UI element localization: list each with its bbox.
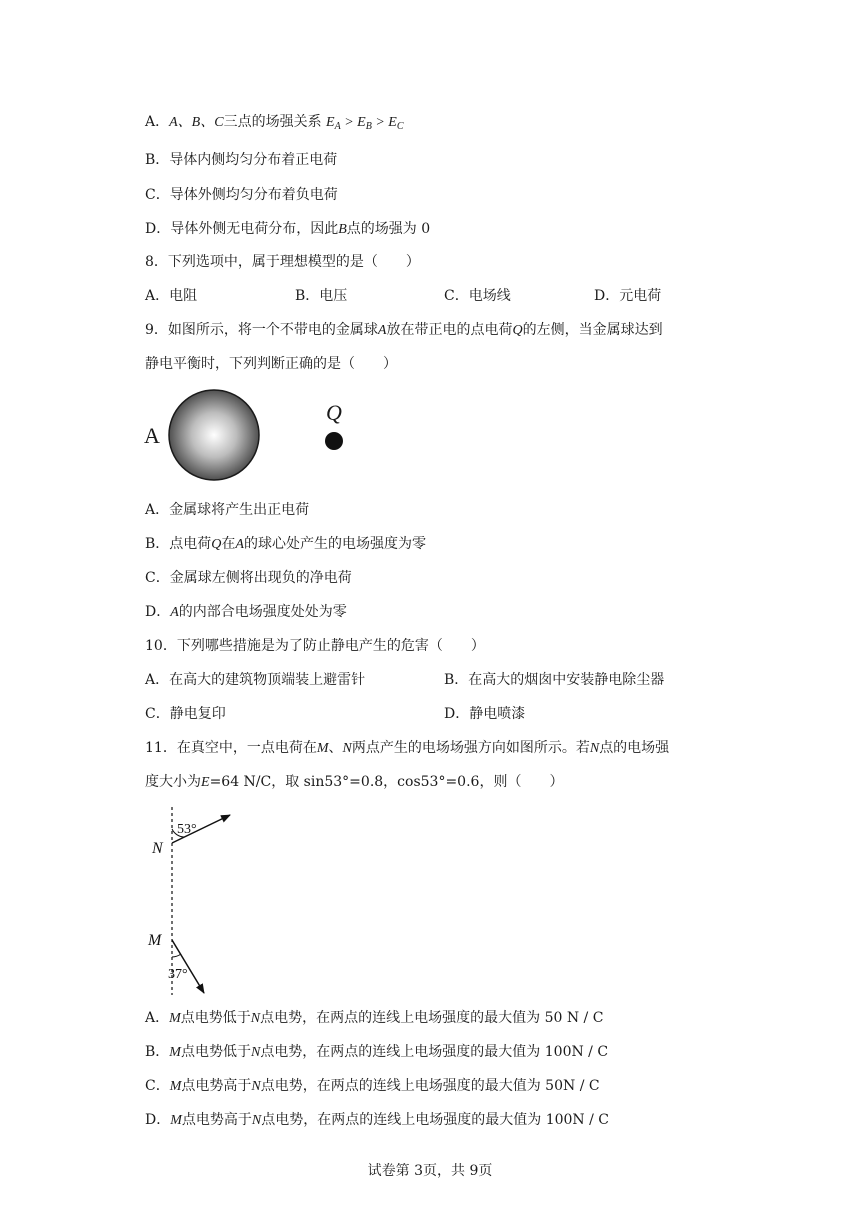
q11-option-c — [145, 1076, 600, 1097]
q7-option-c: C．导体外侧均匀分布着负电荷 — [145, 187, 338, 203]
q11-c-m: M — [169, 1079, 182, 1094]
q9-option-a: A．金属球将产生出正电荷 — [145, 502, 310, 518]
q7-option-b: B．导体内侧均匀分布着正电荷 — [145, 152, 338, 168]
q11-stem-1c: 、 — [328, 740, 343, 756]
q7-a-formula: $E_A > E_B > E_C$ — [326, 115, 404, 132]
q9-stem-1e: 的左侧，当金属球达到 — [522, 322, 663, 338]
q9-b-pre: B．点电荷 — [145, 536, 212, 552]
q10-option-b: B．在高大的烟囱中安装静电除尘器 — [444, 672, 665, 688]
q8-option-b: B．电压 — [295, 288, 348, 304]
q11-d-mid1: 点电势高于 — [181, 1112, 252, 1128]
q9-charge-label: Q — [326, 400, 342, 425]
q7-d-pre: D．导体外侧无电荷分布，因此 — [145, 221, 339, 237]
q8-stem: 8．下列选项中，属于理想模型的是（ ） — [145, 254, 420, 270]
q11-b-prefix: B． — [145, 1044, 170, 1060]
q11-stem-1b: M — [316, 741, 329, 756]
q11-stem-2a: 度大小为 — [145, 774, 201, 790]
q11-option-d — [145, 1110, 609, 1131]
q11-a-prefix: A． — [145, 1010, 170, 1026]
angle-arc-m — [172, 954, 181, 957]
q9-stem-line2: 静电平衡时，下列判断正确的是（ ） — [145, 356, 397, 372]
q11-stem-1a: 11．在真空中，一点电荷在 — [145, 740, 317, 756]
q9-b-q: Q — [211, 537, 222, 552]
q11-stem-2b: E — [201, 775, 210, 790]
q11-stem-2c: =64 N/C，取 sin53°=0.8，cos53°=0.6，则（ ） — [209, 774, 564, 790]
q11-b-m: M — [169, 1045, 181, 1060]
q11-d-n: N — [251, 1113, 262, 1128]
q9-b-post: 的球心处产生的电场强度为零 — [243, 536, 426, 552]
q11-c-n: N — [251, 1079, 261, 1094]
q11-b-mid1: 点电势低于 — [180, 1044, 251, 1060]
q11-stem-1g: 点的电场强 — [599, 740, 670, 756]
q10-option-a: A．在高大的建筑物顶端装上避雷针 — [145, 672, 366, 688]
q9-stem-1a: 9．如图所示，将一个不带电的金属球 — [145, 322, 378, 338]
q9-figure — [140, 385, 360, 485]
q9-b-a: A — [235, 537, 244, 552]
q10-stem: 10．下列哪些措施是为了防止静电产生的危害（ ） — [145, 638, 485, 654]
q11-stem-line2 — [145, 772, 563, 793]
q11-c-prefix: C． — [145, 1078, 170, 1094]
q7-option-a — [145, 112, 403, 137]
page-footer: 试卷第 3页，共 9页 — [367, 1163, 493, 1179]
q11-figure — [140, 805, 250, 1000]
q8-option-c: C．电场线 — [444, 288, 511, 304]
q11-b-mid2: 点电势，在两点的连线上电场强度的最大值为 100N / C — [260, 1044, 609, 1060]
q7-a-prefix: A． — [145, 114, 170, 130]
q11-stem-line1 — [145, 738, 669, 759]
angle-label-m: 37° — [168, 967, 188, 982]
q11-stem-1d: N — [342, 741, 352, 756]
point-m-label: M — [148, 932, 162, 949]
q9-option-c: C．金属球左侧将出现负的净电荷 — [145, 570, 352, 586]
q11-d-mid2: 点电势，在两点的连线上电场强度的最大值为 100N / C — [261, 1112, 609, 1128]
q9-sphere-label: A — [144, 423, 160, 448]
q11-stem-1e: 两点产生的电场场强方向如图所示。若 — [351, 740, 590, 756]
q11-stem-1f: N — [589, 741, 600, 756]
q9-d-pre: D． — [145, 604, 171, 620]
q9-d-post: 的内部合电场强度处处为零 — [178, 604, 347, 620]
q10-option-c: C．静电复印 — [145, 706, 226, 722]
q11-a-n: N — [250, 1011, 261, 1026]
q9-stem-1b: A — [377, 323, 387, 338]
angle-label-n: 53° — [177, 822, 197, 837]
q9-stem-1d: Q — [512, 323, 523, 338]
q11-d-m: M — [170, 1113, 182, 1128]
q9-option-d — [145, 602, 347, 623]
q7-d-post: 点的场强为 0 — [346, 221, 431, 237]
q11-a-m: M — [169, 1011, 181, 1026]
q7-a-text: 三点的场强关系 — [223, 114, 322, 130]
metal-sphere — [169, 390, 259, 480]
q9-b-mid: 在 — [221, 536, 236, 552]
q10-option-d: D．静电喷漆 — [444, 706, 526, 722]
point-n-label: N — [152, 840, 163, 857]
q9-d-a: A — [170, 605, 179, 620]
q11-c-mid1: 点电势高于 — [181, 1078, 252, 1094]
point-charge — [325, 432, 343, 450]
q7-option-d — [145, 219, 430, 240]
q11-a-mid2: 点电势，在两点的连线上电场强度的最大值为 50 N / C — [260, 1010, 604, 1026]
q11-d-prefix: D． — [145, 1112, 171, 1128]
q9-option-b — [145, 534, 426, 555]
q8-option-d: D．元电荷 — [594, 288, 662, 304]
q8-option-a: A．电阻 — [145, 288, 198, 304]
q11-option-b — [145, 1042, 608, 1063]
q11-option-a — [145, 1008, 603, 1029]
q7-d-point: B — [338, 222, 347, 237]
q11-c-mid2: 点电势，在两点的连线上电场强度的最大值为 50N / C — [260, 1078, 600, 1094]
q7-a-points: A、B、C — [169, 115, 224, 130]
q11-a-mid1: 点电势低于 — [180, 1010, 251, 1026]
q9-stem-1c: 放在带正电的点电荷 — [386, 322, 513, 338]
q11-b-n: N — [250, 1045, 261, 1060]
q9-stem-line1 — [145, 320, 663, 341]
